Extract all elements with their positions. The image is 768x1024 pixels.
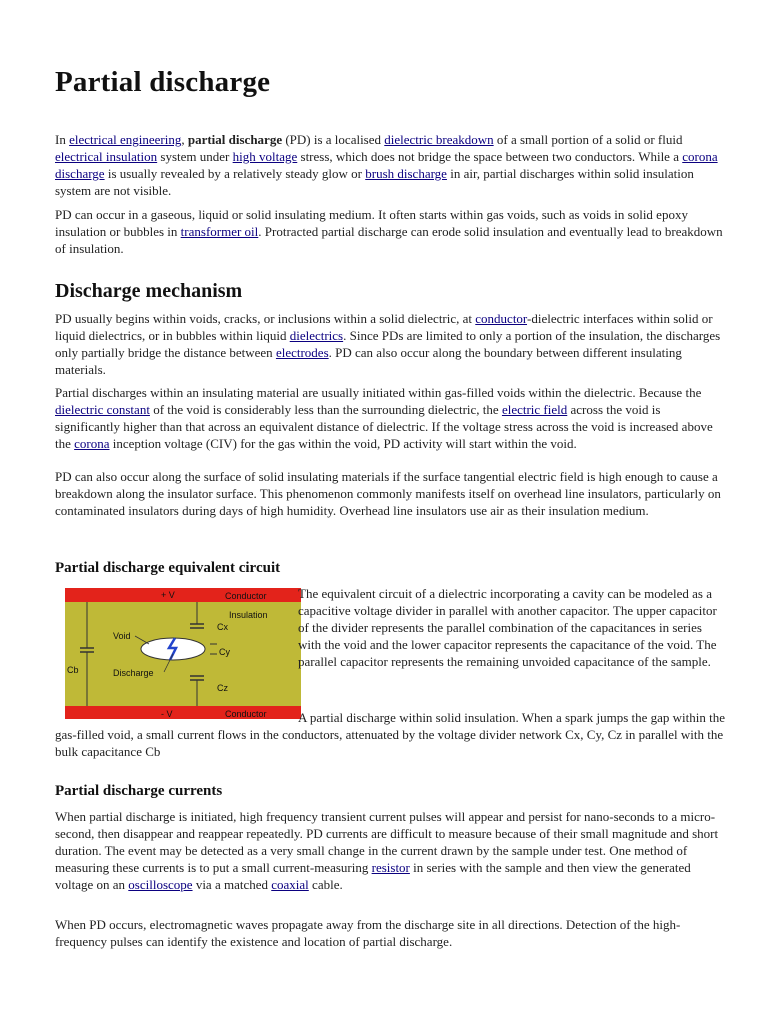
cx-label: Cx (217, 622, 228, 632)
link-conductor[interactable]: conductor (475, 311, 528, 326)
mechanism-paragraph-3: PD can also occur along the surface of solid insulating materials if the surface tangential electric field is high enough to cause a breakdown along the insulator surface. This phenomenon commonly manifests itself on overhead line insulators, particularly on contaminated insulators during days of high humidity. Overhead line insulators use air as their insulation medium. (55, 469, 721, 518)
section-heading-discharge-mechanism: Discharge mechanism (55, 280, 243, 302)
link-transformer-oil[interactable]: transformer oil (180, 224, 259, 239)
link-electrical-insulation[interactable]: electrical insulation (55, 149, 158, 164)
circuit-svg (65, 588, 301, 719)
link-electrical-engineering[interactable]: electrical engineering (69, 132, 182, 147)
cz-label: Cz (217, 683, 228, 693)
void-label: Void (113, 631, 131, 641)
link-electrodes[interactable]: electrodes (275, 345, 329, 360)
intro-paragraph-1: In electrical engineering, partial discharge (PD) is a localised dielectric breakdown of a small portion of a solid or fluid electrical insulation system under high voltage stress, which does not bridge the space between two conductors. While a corona discharge is usually revealed by a relatively steady glow or brush discharge in air, partial discharges within solid insulation system are not visible. (55, 132, 718, 198)
bottom-conductor-label: Conductor (225, 709, 267, 719)
page-title: Partial discharge (55, 66, 271, 98)
link-resistor[interactable]: resistor (371, 860, 410, 875)
cy-label: Cy (219, 647, 230, 657)
link-dielectric-constant[interactable]: dielectric constant (55, 402, 150, 417)
link-corona-discharge[interactable]: corona discharge (55, 149, 718, 181)
link-dielectric-breakdown[interactable]: dielectric breakdown (384, 132, 494, 147)
top-conductor-label: Conductor (225, 591, 267, 601)
link-electric-field[interactable]: electric field (501, 402, 568, 417)
equivalent-circuit-description: The equivalent circuit of a dielectric incorporating a cavity can be modeled as a capacitive voltage divider in parallel with another capacitor. The upper capacitor of the divider represents the parallel combination of the capacitances in series with the void and the lower capacitor represents the capacitance of the void. The parallel capacitor represents the remaining unvoided capacitance of the sample. (298, 586, 717, 669)
bold-term: partial discharge (187, 132, 283, 147)
link-coaxial[interactable]: coaxial (271, 877, 309, 892)
top-voltage-label: + V (161, 590, 175, 600)
cb-label: Cb (67, 665, 79, 675)
link-oscilloscope[interactable]: oscilloscope (128, 877, 193, 892)
mechanism-paragraph-1: PD usually begins within voids, cracks, or inclusions within a solid dielectric, at conductor-dielectric interfaces within solid or liquid dielectrics, or in bubbles within liquid dielectrics. Since PDs are limited to only a portion of the insulation, the discharges only partially bridge the distance between electrodes. PD can also occur along the boundary between different insulating materials. (55, 311, 721, 377)
figure-caption: A partial discharge within solid insulation. When a spark jumps the gap within the gas-filled void, a small current flows in the conductors, attenuated by the voltage divider network Cx, Cy, Cz in parallel with the bulk capacitance Cb (55, 710, 726, 759)
mechanism-paragraph-2: Partial discharges within an insulating material are usually initiated within gas-filled voids within the dielectric. Because the dielectric constant of the void is considerably less than the surrounding dielectric, the electric field across the void is significantly higher than that across an equivalent distance of dielectric. If the voltage stress across the void is increased above the corona inception voltage (CIV) for the gas within the void, PD activity will start within the void. (55, 385, 713, 451)
intro-paragraph-2: PD can occur in a gaseous, liquid or solid insulating medium. It often starts within gas voids, such as voids in solid epoxy insulation or bubbles in transformer oil. Protracted partial discharge can erode solid insulation and eventually lead to breakdown of insulation. (55, 207, 723, 256)
link-corona[interactable]: corona (74, 436, 110, 451)
section-heading-partial-discharge-currents: Partial discharge currents (55, 783, 223, 799)
link-brush-discharge[interactable]: brush discharge (365, 166, 447, 181)
discharge-label: Discharge (113, 668, 154, 678)
section-heading-equivalent-circuit: Partial discharge equivalent circuit (55, 560, 281, 576)
insulation-label: Insulation (229, 610, 268, 620)
link-high-voltage[interactable]: high voltage (232, 149, 298, 164)
currents-paragraph-2: When PD occurs, electromagnetic waves propagate away from the discharge site in all directions. Detection of the high-frequency pulses can identify the existence and location of partial discharge. (55, 917, 681, 949)
currents-paragraph-1: When partial discharge is initiated, high frequency transient current pulses will appear and persist for nano-seconds to a micro-second, then disappear and reappear repeatedly. PD currents are difficult to measure because of their small magnitude and short duration. The event may be detected as a very small change in the current drawn by the sample under test. One method of measuring these currents is to put a small current-measuring resistor in series with the sample and then view the generated voltage on an oscilloscope via a matched coaxial cable. (55, 809, 719, 892)
link-dielectrics[interactable]: dielectrics (289, 328, 344, 343)
bottom-voltage-label: - V (161, 709, 173, 719)
